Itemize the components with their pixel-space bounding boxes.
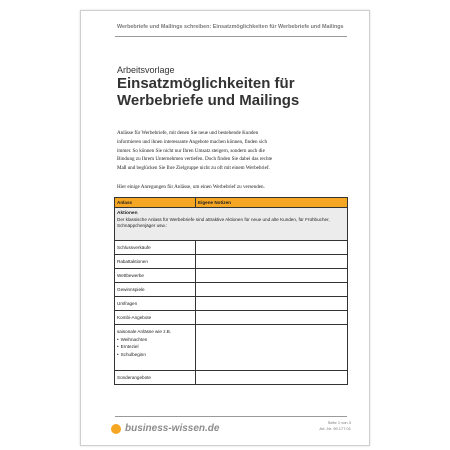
logo-dot-icon xyxy=(111,424,121,434)
page-number: Seite 1 von 3 xyxy=(327,420,351,425)
header-notizen: Eigene Notizen xyxy=(196,198,348,208)
seasonal-label: saisonale Anlässe wie z.B. xyxy=(117,329,172,334)
table-row xyxy=(115,283,348,297)
document-page xyxy=(80,10,370,446)
notes-cell[interactable] xyxy=(196,283,348,297)
occasion-cell: Rabattaktionen xyxy=(115,255,196,269)
list-item: • Ernteziel xyxy=(117,343,193,351)
section-cell xyxy=(115,208,348,241)
occasion-cell: Sonderangebote xyxy=(115,371,196,385)
table-row xyxy=(115,311,348,325)
section-description: Der klassische Anlass für Werbebriefe sind attraktive Aktionen für neue und alte Kunden, für Frühbucher, Schnäppchenjäger usw.: xyxy=(117,217,330,228)
section-row-aktionen xyxy=(115,208,348,241)
table-row xyxy=(115,371,348,385)
intro-line: informieren und ihnen interessante Angebote machen können, finden sich xyxy=(117,138,268,145)
seasonal-list xyxy=(117,336,193,359)
article-number: Art.-Nr. 99.177.01 xyxy=(319,426,351,431)
list-item: • Weihnachten xyxy=(117,336,193,344)
occasion-cell: Wettbewerbe xyxy=(115,269,196,283)
intro-line: Maß und beglücken Sie Ihre Zielgruppe nicht zu oft mit einem Werbebrief. xyxy=(117,165,270,172)
title-line-1: Einsatzmöglichkeiten für xyxy=(117,75,295,92)
intro-line: Anlässe für Werbebriefe, mit denen Sie neue und bestehende Kunden xyxy=(117,130,259,136)
table-header-row xyxy=(115,198,348,208)
lead-in-text: Hier einige Anregungen für Anlässe, um einen Werbebrief zu versenden. xyxy=(117,184,265,190)
document-kicker: Arbeitsvorlage xyxy=(117,65,175,75)
brand-logo: business-wissen.de xyxy=(125,423,220,434)
header-divider xyxy=(115,36,347,37)
table-row xyxy=(115,269,348,283)
table-row-seasonal xyxy=(115,325,348,371)
occasion-cell: Kombi-Angebote xyxy=(115,311,196,325)
notes-cell[interactable] xyxy=(196,297,348,311)
occasions-table xyxy=(114,197,348,385)
list-item: • Schulbeginn xyxy=(117,351,193,359)
footer-divider xyxy=(115,416,347,417)
notes-cell[interactable] xyxy=(196,371,348,385)
header-anlass: Anlass xyxy=(115,198,196,208)
occasion-cell: Gewinnspiele xyxy=(115,283,196,297)
page-info xyxy=(319,420,351,432)
running-header: Werbebriefe und Mailings schreiben: Einsatzmöglichkeiten für Werbebriefe und Mailings xyxy=(117,24,344,30)
notes-cell[interactable] xyxy=(196,269,348,283)
intro-line: Bindung zu Ihrem Unternehmen vertiefen. Doch finden Sie dabei das rechte xyxy=(117,156,273,163)
table-row xyxy=(115,297,348,311)
occasion-cell xyxy=(115,325,196,371)
intro-paragraph xyxy=(117,129,347,173)
occasion-cell: Schlussverkäufe xyxy=(115,241,196,255)
table-row xyxy=(115,255,348,269)
title-line-2: Werbebriefe und Mailings xyxy=(117,91,300,109)
table-row xyxy=(115,241,348,255)
notes-cell[interactable] xyxy=(196,255,348,269)
notes-cell[interactable] xyxy=(196,311,348,325)
notes-cell[interactable] xyxy=(196,241,348,255)
occasion-cell: Umfragen xyxy=(115,297,196,311)
notes-cell[interactable] xyxy=(196,325,348,371)
intro-line: immer. So können Sie nicht nur Ihren Umsatz steigern, sondern auch die xyxy=(117,147,265,154)
document-title xyxy=(117,76,347,109)
section-title: Aktionen xyxy=(117,211,138,216)
